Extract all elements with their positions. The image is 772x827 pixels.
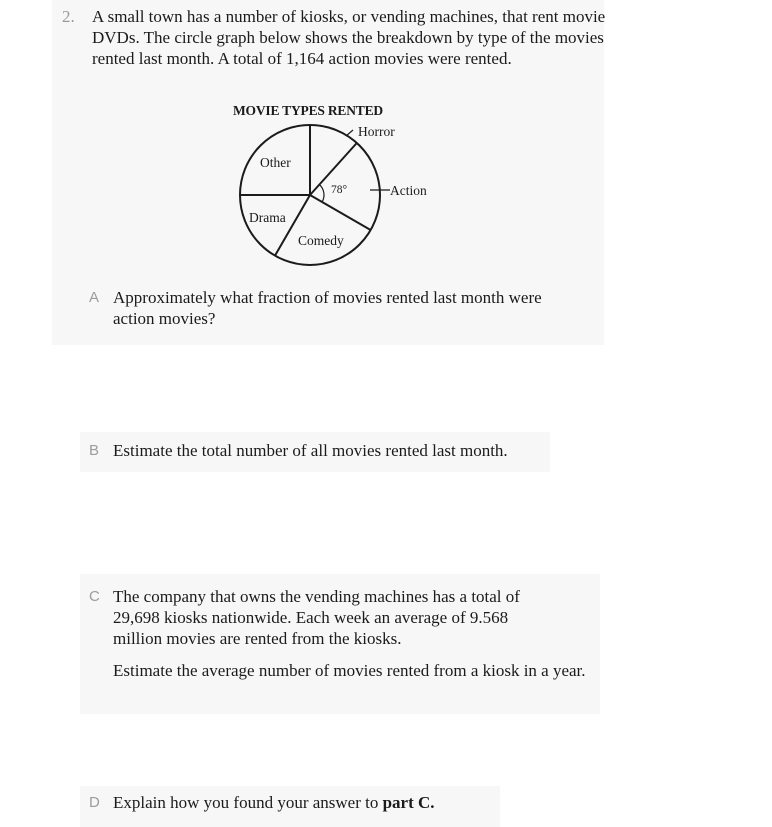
angle-arc — [319, 185, 324, 202]
chart-title: MOVIE TYPES RENTED — [233, 103, 383, 118]
problem-number: 2. — [62, 7, 75, 26]
part-c-text-2: Estimate the average number of movies rented from a kiosk in a year. — [113, 661, 586, 680]
part-c-text-1: The company that owns the vending machines has a total of 29,698 kiosks nationwide. Each week an average of 9.568 million movies are rented from the kiosks. — [113, 587, 520, 648]
part-c-body — [113, 586, 586, 681]
part-a-letter: A — [89, 289, 100, 306]
part-b-text: Estimate the total number of all movies rented last month. — [113, 441, 508, 460]
slice-label-action: Action — [390, 183, 427, 198]
slice-label-drama: Drama — [249, 210, 286, 225]
part-d-text-bold: part C. — [382, 793, 435, 812]
horror-leader-line — [346, 130, 353, 136]
boundary-action-comedy — [310, 195, 371, 230]
part-d-text — [113, 792, 513, 813]
problem-text: A small town has a number of kiosks, or vending machines, that rent movie DVDs. The circle graph below shows the breakdown by type of the movies rented last month. A total of 1,164 action movies were rented. — [92, 7, 606, 68]
part-b-letter: B — [89, 442, 100, 459]
part-a-text: Approximately what fraction of movies rented last month were action movies? — [113, 288, 542, 328]
angle-label-action: 78° — [331, 184, 348, 196]
slice-label-horror: Horror — [358, 124, 395, 139]
part-d-text-prefix: Explain how you found your answer to — [113, 793, 383, 812]
slice-label-comedy: Comedy — [298, 233, 344, 248]
slice-label-other: Other — [260, 155, 291, 170]
part-c-letter: C — [89, 588, 100, 605]
part-d-letter: D — [89, 794, 100, 811]
